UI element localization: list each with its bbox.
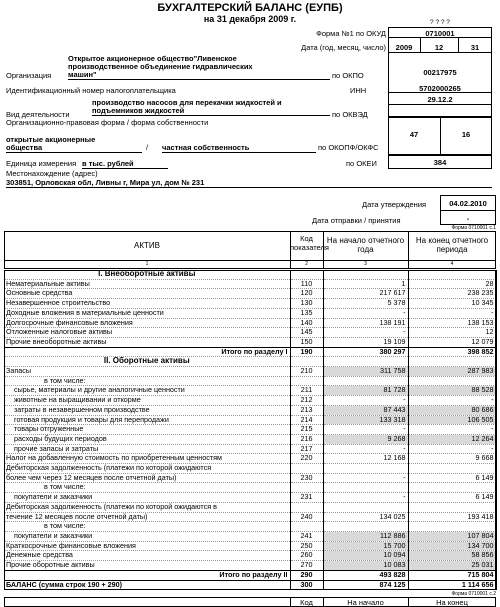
value-end: - bbox=[408, 308, 496, 318]
row-label: сырье, материалы и другие аналогичные ценности bbox=[4, 386, 290, 396]
org-name-1: Открытое акционерное общество"Ливенское bbox=[68, 54, 237, 63]
value-start: 81 728 bbox=[323, 386, 408, 396]
value-start: 112 886 bbox=[323, 531, 408, 541]
value-start: - bbox=[323, 308, 408, 318]
value-start: 15 700 bbox=[323, 541, 408, 551]
value-end: 12 079 bbox=[408, 337, 496, 347]
value-end: 80 686 bbox=[408, 405, 496, 415]
date-year: 2009 bbox=[395, 43, 413, 52]
value-start: 9 268 bbox=[323, 434, 408, 444]
value-end: 12 bbox=[408, 328, 496, 338]
value-start: 87 443 bbox=[323, 405, 408, 415]
activity-label: Вид деятельности bbox=[6, 110, 70, 119]
value-start: - bbox=[323, 473, 408, 483]
value-end: 715 804 bbox=[408, 570, 496, 580]
row-label: покупатели и заказчики bbox=[4, 531, 290, 541]
okopf-code: 47 bbox=[409, 130, 419, 139]
row-label: животные на выращивании и откорме bbox=[4, 396, 290, 406]
unit-label: Единица измерения bbox=[6, 159, 77, 168]
row-code: 231 bbox=[290, 493, 323, 503]
page-title: БУХГАЛТЕРСКИЙ БАЛАНС (ЕУПБ) bbox=[157, 2, 343, 14]
row-label: БАЛАНС (сумма строк 190 + 290) bbox=[4, 580, 290, 590]
legal-1: открытые акционерные bbox=[6, 135, 96, 144]
row-label: расходы будущих периодов bbox=[4, 434, 290, 444]
okved-label: по ОКВЭД bbox=[332, 110, 368, 119]
value-start: 12 168 bbox=[323, 454, 408, 464]
col-code: Код показателя bbox=[290, 234, 329, 252]
legal-slash: / bbox=[146, 143, 149, 152]
row-label: Прочие оборотные активы bbox=[4, 561, 290, 571]
table-border bbox=[4, 270, 496, 590]
value-end: 138 153 bbox=[408, 318, 496, 328]
value-end: 9 668 bbox=[408, 454, 496, 464]
row-code: 216 bbox=[290, 434, 323, 444]
value-end: 106 505 bbox=[408, 415, 496, 425]
activity-1: производство насосов для перекачки жидкостей и bbox=[92, 98, 282, 107]
send-label: Дата отправки / принятия bbox=[312, 216, 401, 225]
value-start: 493 828 bbox=[323, 570, 408, 580]
value-end: 193 418 bbox=[408, 512, 496, 522]
value-start: 5 378 bbox=[323, 299, 408, 309]
footer-end: На конец bbox=[436, 598, 468, 607]
approve-date: 04.02.2010 bbox=[449, 199, 487, 208]
row-label: Краткосрочные финансовые вложения bbox=[4, 541, 290, 551]
row-code: 220 bbox=[290, 454, 323, 464]
row-code: 130 bbox=[290, 299, 323, 309]
row-code: 240 bbox=[290, 512, 323, 522]
footer-code: Код bbox=[300, 598, 313, 607]
inn-code: 5702000265 bbox=[419, 84, 461, 93]
row-label: товары отгруженные bbox=[4, 425, 290, 435]
value-start: 311 758 bbox=[323, 367, 408, 377]
page-subtitle: на 31 декабря 2009 г. bbox=[203, 14, 297, 24]
row-label: в том числе: bbox=[4, 522, 290, 532]
row-code: 290 bbox=[290, 570, 323, 580]
value-end: 6 149 bbox=[408, 473, 496, 483]
value-end: 1 114 656 bbox=[408, 580, 496, 590]
value-end: 25 031 bbox=[408, 561, 496, 571]
send-date: - bbox=[466, 214, 470, 223]
form-note-2: Форма 0710001 с.2 bbox=[451, 591, 496, 597]
row-label: прочие запасы и затраты bbox=[4, 444, 290, 454]
row-label: Итого по разделу I bbox=[4, 347, 290, 357]
row-code: 190 bbox=[290, 347, 323, 357]
okud-code: 0710001 bbox=[425, 29, 455, 38]
footer-start: На начало bbox=[347, 598, 384, 607]
row-label: Итого по разделу II bbox=[4, 570, 290, 580]
okei-label: по ОКЕИ bbox=[346, 159, 377, 168]
value-start: 138 191 bbox=[323, 318, 408, 328]
legal-label: Организационно-правовая форма / форма собственности bbox=[6, 118, 209, 127]
okud-label: Форма №1 по ОКУД bbox=[316, 29, 386, 38]
okpo-code: 00217975 bbox=[423, 68, 457, 77]
value-start: 10 083 bbox=[323, 561, 408, 571]
col-idx-4: 4 bbox=[450, 261, 454, 267]
value-end: 6 149 bbox=[408, 493, 496, 503]
row-code: 140 bbox=[290, 318, 323, 328]
col-end: На конец отчетного периода bbox=[415, 236, 489, 254]
okopf-label: по ОКОПФ/ОКФС bbox=[318, 143, 379, 152]
row-code: 260 bbox=[290, 551, 323, 561]
value-start: 874 125 bbox=[323, 580, 408, 590]
row-code: 120 bbox=[290, 289, 323, 299]
inn-label: Идентификационный номер налогоплательщика bbox=[6, 86, 176, 95]
org-label: Организация bbox=[6, 71, 52, 80]
value-end: 28 bbox=[408, 279, 496, 289]
form-note: Форма 0710001 с.1 bbox=[451, 225, 496, 231]
date-month: 12 bbox=[434, 43, 444, 52]
row-label: Запасы bbox=[4, 367, 290, 377]
col-idx-3: 3 bbox=[364, 261, 367, 267]
row-code: 215 bbox=[290, 425, 323, 435]
ownership: частная собственность bbox=[162, 143, 250, 152]
okfs-code: 16 bbox=[461, 130, 471, 139]
row-label: Долгосрочные финансовые вложения bbox=[4, 318, 290, 328]
col-idx-1: 1 bbox=[145, 261, 149, 267]
org-name-3: машин" bbox=[68, 70, 97, 79]
value-end: 107 804 bbox=[408, 531, 496, 541]
section-title: II. Оборотные активы bbox=[4, 357, 290, 367]
row-code: 110 bbox=[290, 279, 323, 289]
row-label: более чем через 12 месяцев после отчетной даты) bbox=[4, 473, 290, 483]
row-label: Дебиторская задолженность (платежи по которой ожидаются bbox=[4, 464, 290, 474]
date-label: Дата (год, месяц, число) bbox=[301, 43, 386, 52]
value-end: 12 264 bbox=[408, 434, 496, 444]
org-name-2: производственное объединение гидравлических bbox=[68, 62, 253, 71]
value-end: 238 235 bbox=[408, 289, 496, 299]
row-label: в том числе: bbox=[4, 483, 290, 493]
row-label: покупатели и заказчики bbox=[4, 493, 290, 503]
legal-2: общества bbox=[6, 143, 43, 152]
col-start: На начало отчетного года bbox=[326, 236, 405, 254]
row-label: Основные средства bbox=[4, 289, 290, 299]
value-start: - bbox=[323, 396, 408, 406]
row-label: Дебиторская задолженность (платежи по которой ожидаются в bbox=[4, 502, 290, 512]
value-end: 398 852 bbox=[408, 347, 496, 357]
row-label: Денежные средства bbox=[4, 551, 290, 561]
value-start: 133 318 bbox=[323, 415, 408, 425]
row-label: Нематериальные активы bbox=[4, 279, 290, 289]
row-code: 211 bbox=[290, 386, 323, 396]
row-code: 250 bbox=[290, 541, 323, 551]
unit-value: в тыс. рублей bbox=[82, 159, 134, 168]
row-code: 145 bbox=[290, 328, 323, 338]
okpo-label: по ОКПО bbox=[332, 71, 364, 80]
row-code: 212 bbox=[290, 396, 323, 406]
row-code: 135 bbox=[290, 308, 323, 318]
row-code: 300 bbox=[290, 580, 323, 590]
value-end: 88 528 bbox=[408, 386, 496, 396]
row-code: 217 bbox=[290, 444, 323, 454]
row-label: Отложенные налоговые активы bbox=[4, 328, 290, 338]
value-start: 19 109 bbox=[323, 337, 408, 347]
value-start: - bbox=[323, 328, 408, 338]
value-start: 134 025 bbox=[323, 512, 408, 522]
row-label: Доходные вложения в материальные ценности bbox=[4, 308, 290, 318]
value-end: 287 983 bbox=[408, 367, 496, 377]
row-label: течение 12 месяцев после отчетной даты) bbox=[4, 512, 290, 522]
row-label: Прочие внеоборотные активы bbox=[4, 337, 290, 347]
row-code: 214 bbox=[290, 415, 323, 425]
row-code: 270 bbox=[290, 561, 323, 571]
inn-short: ИНН bbox=[350, 86, 367, 95]
value-end: 58 856 bbox=[408, 551, 496, 561]
value-start: - bbox=[323, 425, 408, 435]
section-title: I. Внеоборотные активы bbox=[4, 270, 290, 279]
date-day: 31 bbox=[470, 43, 480, 52]
row-label: Незавершенное строительство bbox=[4, 299, 290, 309]
okei-code: 384 bbox=[433, 158, 447, 167]
value-start: 1 bbox=[323, 279, 408, 289]
value-start: - bbox=[323, 444, 408, 454]
row-label: затраты в незавершенном производстве bbox=[4, 405, 290, 415]
value-start: - bbox=[323, 493, 408, 503]
row-code: 241 bbox=[290, 531, 323, 541]
value-end: 134 700 bbox=[408, 541, 496, 551]
activity-2: подъемников жидкостей bbox=[92, 106, 185, 115]
row-label: готовая продукция и товары для перепродажи bbox=[4, 415, 290, 425]
row-label: в том числе: bbox=[4, 376, 290, 386]
value-end: - bbox=[408, 396, 496, 406]
row-code: 210 bbox=[290, 367, 323, 377]
value-end: - bbox=[408, 425, 496, 435]
value-end: - bbox=[408, 444, 496, 454]
address-value: 303851, Орловская обл, Ливны г, Мира ул, дом № 231 bbox=[6, 178, 205, 187]
row-code: 213 bbox=[290, 405, 323, 415]
approve-label: Дата утверждения bbox=[362, 200, 427, 209]
value-end: 10 345 bbox=[408, 299, 496, 309]
value-start: 10 094 bbox=[323, 551, 408, 561]
okved-code: 29.12.2 bbox=[427, 95, 453, 104]
address-label: Местонахождение (адрес) bbox=[6, 169, 98, 178]
value-start: 217 617 bbox=[323, 289, 408, 299]
value-start: 380 297 bbox=[323, 347, 408, 357]
row-label: Налог на добавленную стоимость по приобретенным ценностям bbox=[4, 454, 290, 464]
row-code: 230 bbox=[290, 473, 323, 483]
col-idx-2: 2 bbox=[305, 261, 308, 267]
q-marks: ? ? ? ? bbox=[430, 19, 450, 26]
row-code: 150 bbox=[290, 337, 323, 347]
col-asset: АКТИВ bbox=[134, 241, 160, 250]
